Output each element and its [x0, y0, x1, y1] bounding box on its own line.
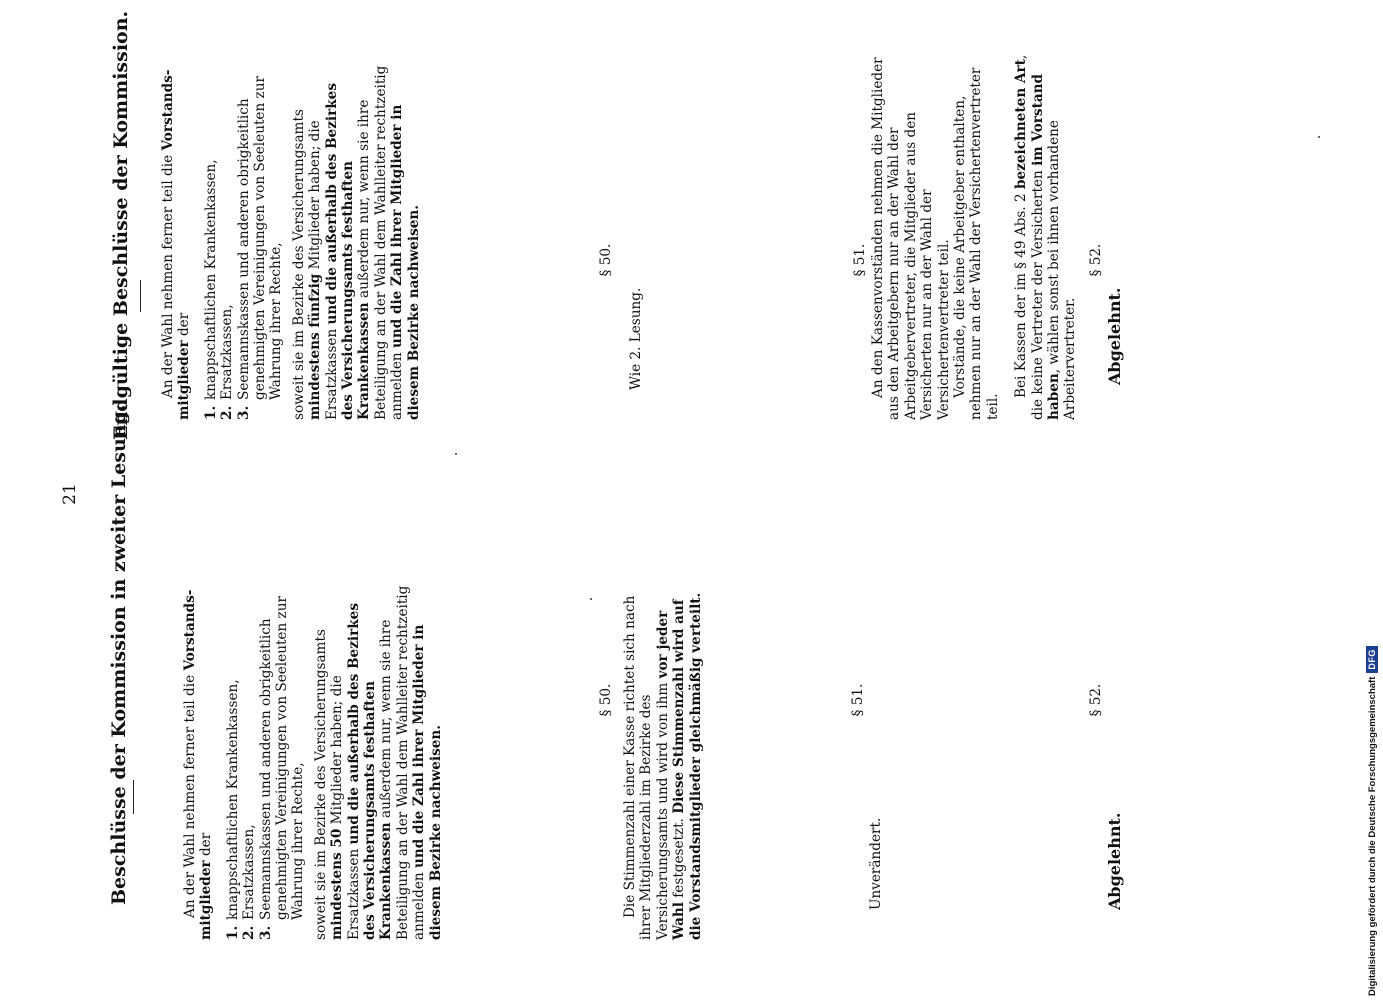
section-52-right: § 52.: [1088, 243, 1104, 277]
paragraph-52-left: Abgelehnt.: [1105, 812, 1124, 910]
list-item: 1. knappschaftlichen Krankenkassen,: [224, 679, 241, 940]
intro-text: An der Wahl nehmen ferner teil die: [182, 670, 198, 918]
digitization-credit: [1364, 8, 1380, 1000]
body-text: außerdem nur, wenn sie ihre Beteiligung an der Wahl dem Wahlleiter rechtzeitig anmelden: [378, 585, 428, 940]
paragraph-50-left: Die Stimmenzahl einer Kasse richtet sich nach ihrer Mitgliederzahl im Bezirke des Versicherungsamts und wird von ihm vor jeder Wahl festgesetzt. Diese Stimmenzahl wird auf die Vorstandsmitglieder gleichmäßig verteilt.: [622, 592, 704, 940]
body-bold: mindestens 50: [329, 828, 346, 940]
heading-rule: [133, 780, 134, 814]
heading-rule: [140, 280, 141, 312]
intro-bold: Vorstands-mitglieder: [160, 69, 193, 420]
list-item: 2. Ersatzkassen,: [241, 824, 258, 940]
paragraph-52-right: Abgelehnt.: [1105, 287, 1124, 385]
body-bold: mindestens fünfzig: [307, 273, 324, 420]
paragraph-51-left: Unverändert.: [868, 817, 884, 910]
intro-bold: Vorstands-mitglieder: [182, 589, 215, 940]
intro-end: der: [176, 312, 193, 341]
list-item: 1. knappschaftlichen Krankenkassen,: [202, 159, 219, 420]
body-bold: und die außerhalb des Bezirkes des Versicherungsamts festhaften Krankenkassen: [345, 603, 395, 940]
digitization-note: Digitalisierung gefördert durch die Deutsche Forschungsgemeinschaft: [1366, 676, 1378, 996]
cash-type-list: [225, 580, 307, 940]
body-text: soweit sie im Bezirke des Versicherungsamts: [312, 629, 329, 940]
paragraph-50-right: Wie 2. Lesung.: [628, 287, 644, 390]
scan-speck: [455, 453, 457, 455]
list-item: 3. Seemannskassen und anderen obrigkeitlich genehmigten Vereinigungen von Seeleuten zur Wahrung ihrer Rechte,: [235, 76, 285, 420]
intro-end: der: [198, 832, 215, 861]
list-item: 3. Seemannskassen und anderen obrigkeitlich genehmigten Vereinigungen von Seeleuten zur Wahrung ihrer Rechte,: [257, 596, 307, 940]
section-51-left: § 51.: [850, 683, 866, 717]
left-column-heading: Beschlüsse der Kommission in zweiter Lesung.: [108, 404, 130, 905]
body-bold: und die außerhalb des Bezirkes des Versicherungsamts festhaften Krankenkassen: [323, 83, 373, 420]
list-item: 2. Ersatzkassen,: [219, 304, 236, 420]
cash-type-list: [203, 60, 285, 420]
body-text: soweit sie im Bezirke des Versicherungsamts: [290, 109, 307, 420]
dfg-logo: DFG: [1366, 646, 1378, 673]
body-bold: und die Zahl ihrer Mitglieder in diesem Bezirke nachweisen.: [389, 104, 422, 420]
section-51-right: § 51.: [852, 243, 868, 277]
scan-speck: [1318, 136, 1320, 138]
left-column-body: [182, 580, 444, 940]
paragraph-51-right: An den Kassenvorständen nehmen die Mitglieder aus den Arbeitgebern nur an der Wahl der Arbeitgebervertreter, die Mitglieder aus den Versicherten nur an der Wahl der Versichertenvertreter teil. Vorstände, die keine Arbeitgeber enthalten, nehmen nur an der Wahl der Versichertenvertreter teil. Bei Kassen der im § 49 Abs. 2 bezeichneten Art, die keine Vertreter der Versicherten im Vorstand haben, wählen sonst bei ihnen vorhandene Arbeitervertreter.: [870, 54, 1079, 420]
body-text: außerdem nur, wenn sie ihre Beteiligung an der Wahl dem Wahlleiter rechtzeitig anmelden: [356, 65, 406, 420]
intro-text: An der Wahl nehmen ferner teil die: [160, 150, 176, 398]
section-52-left: § 52.: [1088, 683, 1104, 717]
section-50-left: § 50.: [598, 683, 614, 717]
page-number: 21: [60, 483, 80, 505]
scan-speck: [590, 598, 592, 600]
section-50-right: § 50.: [598, 243, 614, 277]
body-text: Mitglieder haben; die Ersatzkassen: [307, 120, 340, 420]
body-text: Mitglieder haben; die Ersatzkassen: [329, 675, 362, 940]
body-bold: und die Zahl ihrer Mitglieder in diesem Bezirke nachweisen.: [411, 624, 444, 940]
right-column-body: [160, 60, 422, 420]
right-column-heading: Endgültige Beschlüsse der Kommission.: [110, 10, 132, 440]
